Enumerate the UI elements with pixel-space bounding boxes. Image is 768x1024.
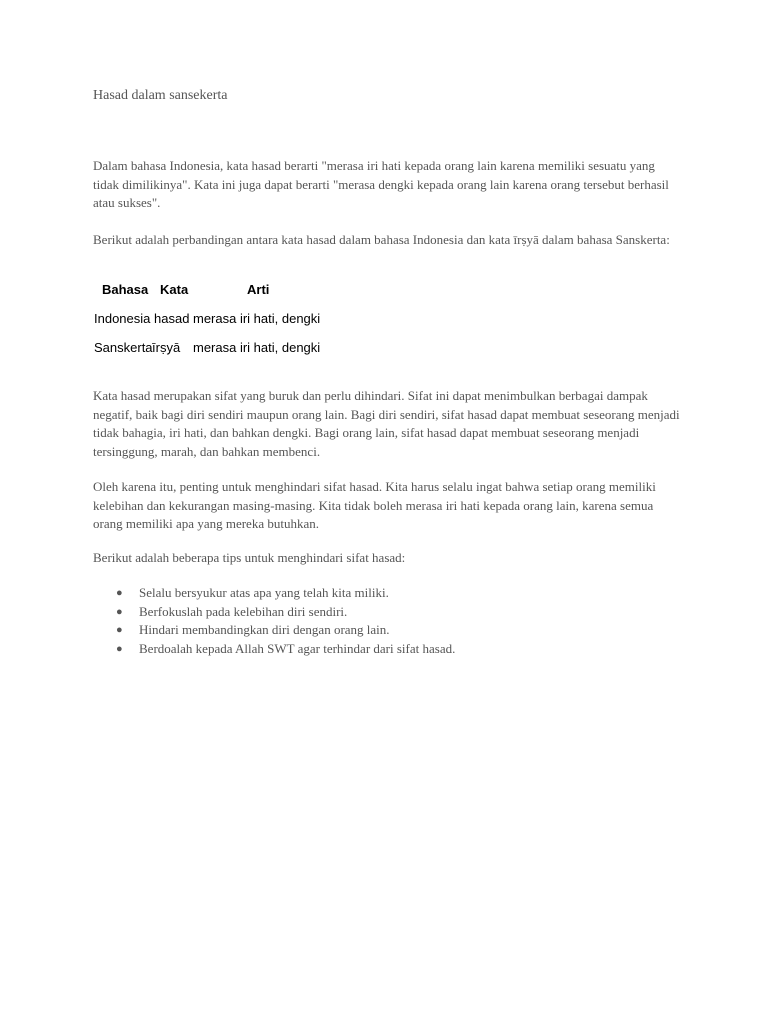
cell-kata: īrṣyā <box>152 340 181 355</box>
effects-paragraph: Kata hasad merupakan sifat yang buruk dan perlu dihindari. Sifat ini dapat menimbulkan berbagai dampak negatif, baik bagi diri sendiri maupun orang lain. Bagi diri sendiri, sifat hasad dapat membuat seseorang menjadi tidak bahagia, iri hati, dan bahkan dengki. Bagi orang lain, sifat hasad dapat membuat seseorang menjadi tersinggung, marah, dan bahkan membenci. <box>93 388 680 459</box>
tip-text: Selalu bersyukur atas apa yang telah kita miliki. <box>139 585 389 600</box>
header-arti: Arti <box>247 282 270 297</box>
tip-text: Hindari membandingkan diri dengan orang lain. <box>139 622 390 637</box>
cell-bahasa: Indonesia <box>94 311 151 326</box>
tips-intro-paragraph: Berikut adalah beberapa tips untuk menghindari sifat hasad: <box>93 550 406 565</box>
list-item <box>93 603 455 622</box>
intro-paragraph: Dalam bahasa Indonesia, kata hasad berarti "merasa iri hati kepada orang lain karena memiliki sesuatu yang tidak dimilikinya". Kata ini juga dapat berarti "merasa dengki kepada orang lain karena orang tersebut berhasil atau sukses". <box>93 158 669 210</box>
comparison-intro-paragraph: Berikut adalah perbandingan antara kata hasad dalam bahasa Indonesia dan kata īrṣyā dalam bahasa Sanskerta: <box>93 232 670 247</box>
document-title: Hasad dalam sansekerta <box>93 88 228 103</box>
bullet-icon: ● <box>116 624 123 636</box>
cell-kata: hasad <box>154 311 190 326</box>
header-bahasa: Bahasa <box>102 282 149 297</box>
tip-text: Berfokuslah pada kelebihan diri sendiri. <box>139 603 348 619</box>
cell-bahasa: Sanskerta <box>94 340 153 355</box>
list-item <box>93 621 455 640</box>
bullet-icon: ● <box>116 587 123 599</box>
cell-arti: merasa iri hati, dengki <box>193 340 321 355</box>
bullet-icon: ● <box>116 642 123 655</box>
avoid-paragraph: Oleh karena itu, penting untuk menghindari sifat hasad. Kita harus selalu ingat bahwa setiap orang memiliki kelebihan dan kekurangan masing-masing. Kita tidak boleh merasa iri hati kepada orang lain, karena semua orang memiliki apa yang mereka butuhkan. <box>93 479 656 531</box>
list-item <box>93 640 455 659</box>
bullet-icon: ● <box>116 605 123 618</box>
list-item <box>93 584 455 603</box>
tip-text: Berdoalah kepada Allah SWT agar terhindar dari sifat hasad. <box>139 640 456 656</box>
header-kata: Kata <box>160 282 189 297</box>
cell-arti: merasa iri hati, dengki <box>193 311 321 326</box>
tips-list <box>93 584 455 658</box>
